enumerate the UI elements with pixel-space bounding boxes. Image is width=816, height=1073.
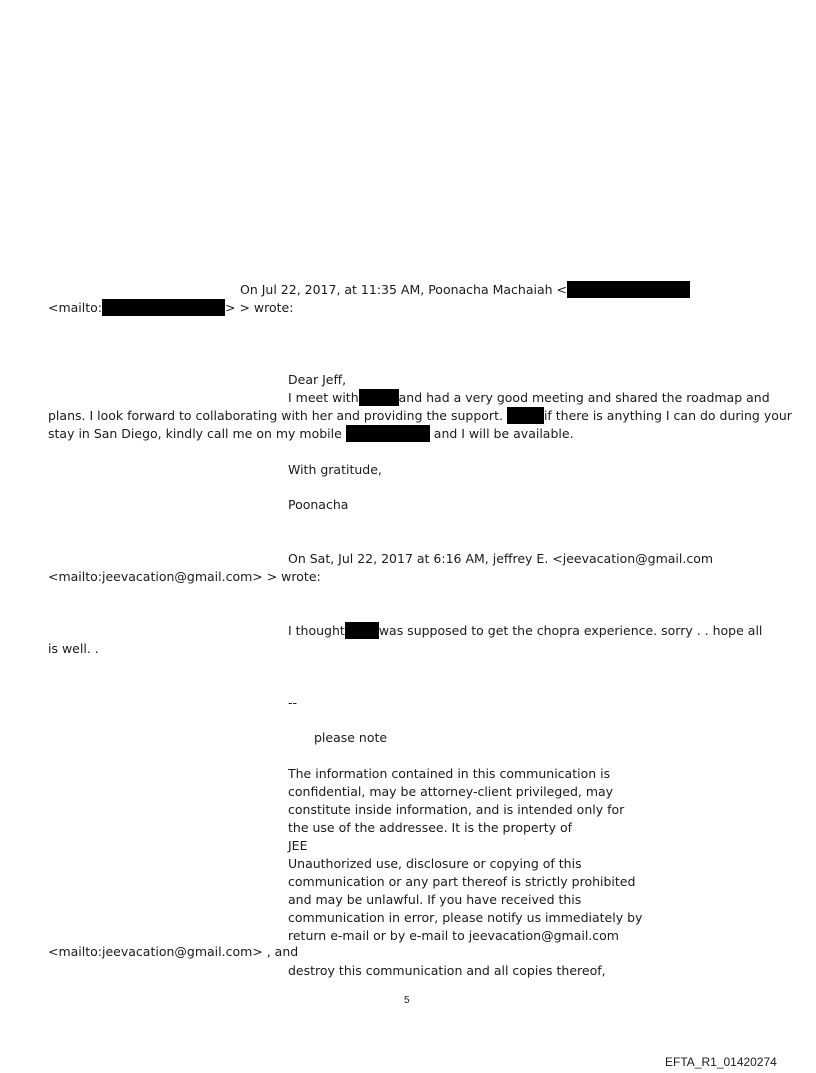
redaction-box bbox=[102, 299, 225, 316]
disclaimer bbox=[288, 765, 642, 945]
disclaimer-line: constitute inside information, and is intended only for bbox=[288, 802, 625, 817]
redaction-box bbox=[507, 407, 544, 424]
message-line: is well. . bbox=[48, 641, 99, 656]
redaction-box bbox=[359, 389, 399, 406]
disclaimer-line: the use of the addressee. It is the property of bbox=[288, 820, 573, 835]
redaction-box bbox=[345, 622, 379, 639]
disclaimer-line: destroy this communication and all copies thereof, bbox=[288, 963, 606, 978]
redaction-box bbox=[567, 281, 690, 298]
redaction-box bbox=[346, 425, 430, 442]
disclaimer-line: communication or any part thereof is strictly prohibited bbox=[288, 874, 636, 889]
bates-number: EFTA_R1_01420274 bbox=[665, 1055, 777, 1069]
disclaimer-mailto-line: <mailto:jeevacation@gmail.com> , and bbox=[48, 944, 299, 959]
disclaimer-line: communication in error, please notify us immediately by bbox=[288, 910, 643, 925]
disclaimer-line: and may be unlawful. If you have received this bbox=[288, 892, 582, 907]
please-note: please note bbox=[314, 730, 388, 745]
disclaimer-line: JEE bbox=[288, 838, 308, 853]
signature-name: Poonacha bbox=[288, 497, 349, 512]
reply-header-mailto-line: <mailto: > > wrote: bbox=[48, 300, 294, 315]
disclaimer-line: The information contained in this communication is bbox=[288, 766, 611, 781]
reply-header-line: On Jul 22, 2017, at 11:35 AM, Poonacha Machaiah < bbox=[240, 281, 690, 299]
page-number: 5 bbox=[404, 995, 410, 1006]
reply-header-mailto-line: <mailto:jeevacation@gmail.com> > wrote: bbox=[48, 569, 321, 584]
closing: With gratitude, bbox=[288, 462, 382, 477]
signature-separator: -- bbox=[288, 695, 298, 710]
message-line: plans. I look forward to collaborating with her and providing the support. if there is anything I can do during your bbox=[48, 408, 792, 423]
greeting: Dear Jeff, bbox=[288, 372, 347, 387]
message-line: I meet with and had a very good meeting and shared the roadmap and bbox=[288, 390, 770, 405]
reply-header-line: On Sat, Jul 22, 2017 at 6:16 AM, jeffrey E. <jeevacation@gmail.com bbox=[288, 551, 714, 566]
message-line: I thought was supposed to get the chopra experience. sorry . . hope all bbox=[288, 623, 763, 638]
disclaimer-line: return e-mail or by e-mail to jeevacation@gmail.com bbox=[288, 928, 619, 943]
disclaimer-line: confidential, may be attorney-client privileged, may bbox=[288, 784, 614, 799]
message-line: stay in San Diego, kindly call me on my mobile and I will be available. bbox=[48, 426, 574, 441]
disclaimer-line: Unauthorized use, disclosure or copying of this bbox=[288, 856, 582, 871]
